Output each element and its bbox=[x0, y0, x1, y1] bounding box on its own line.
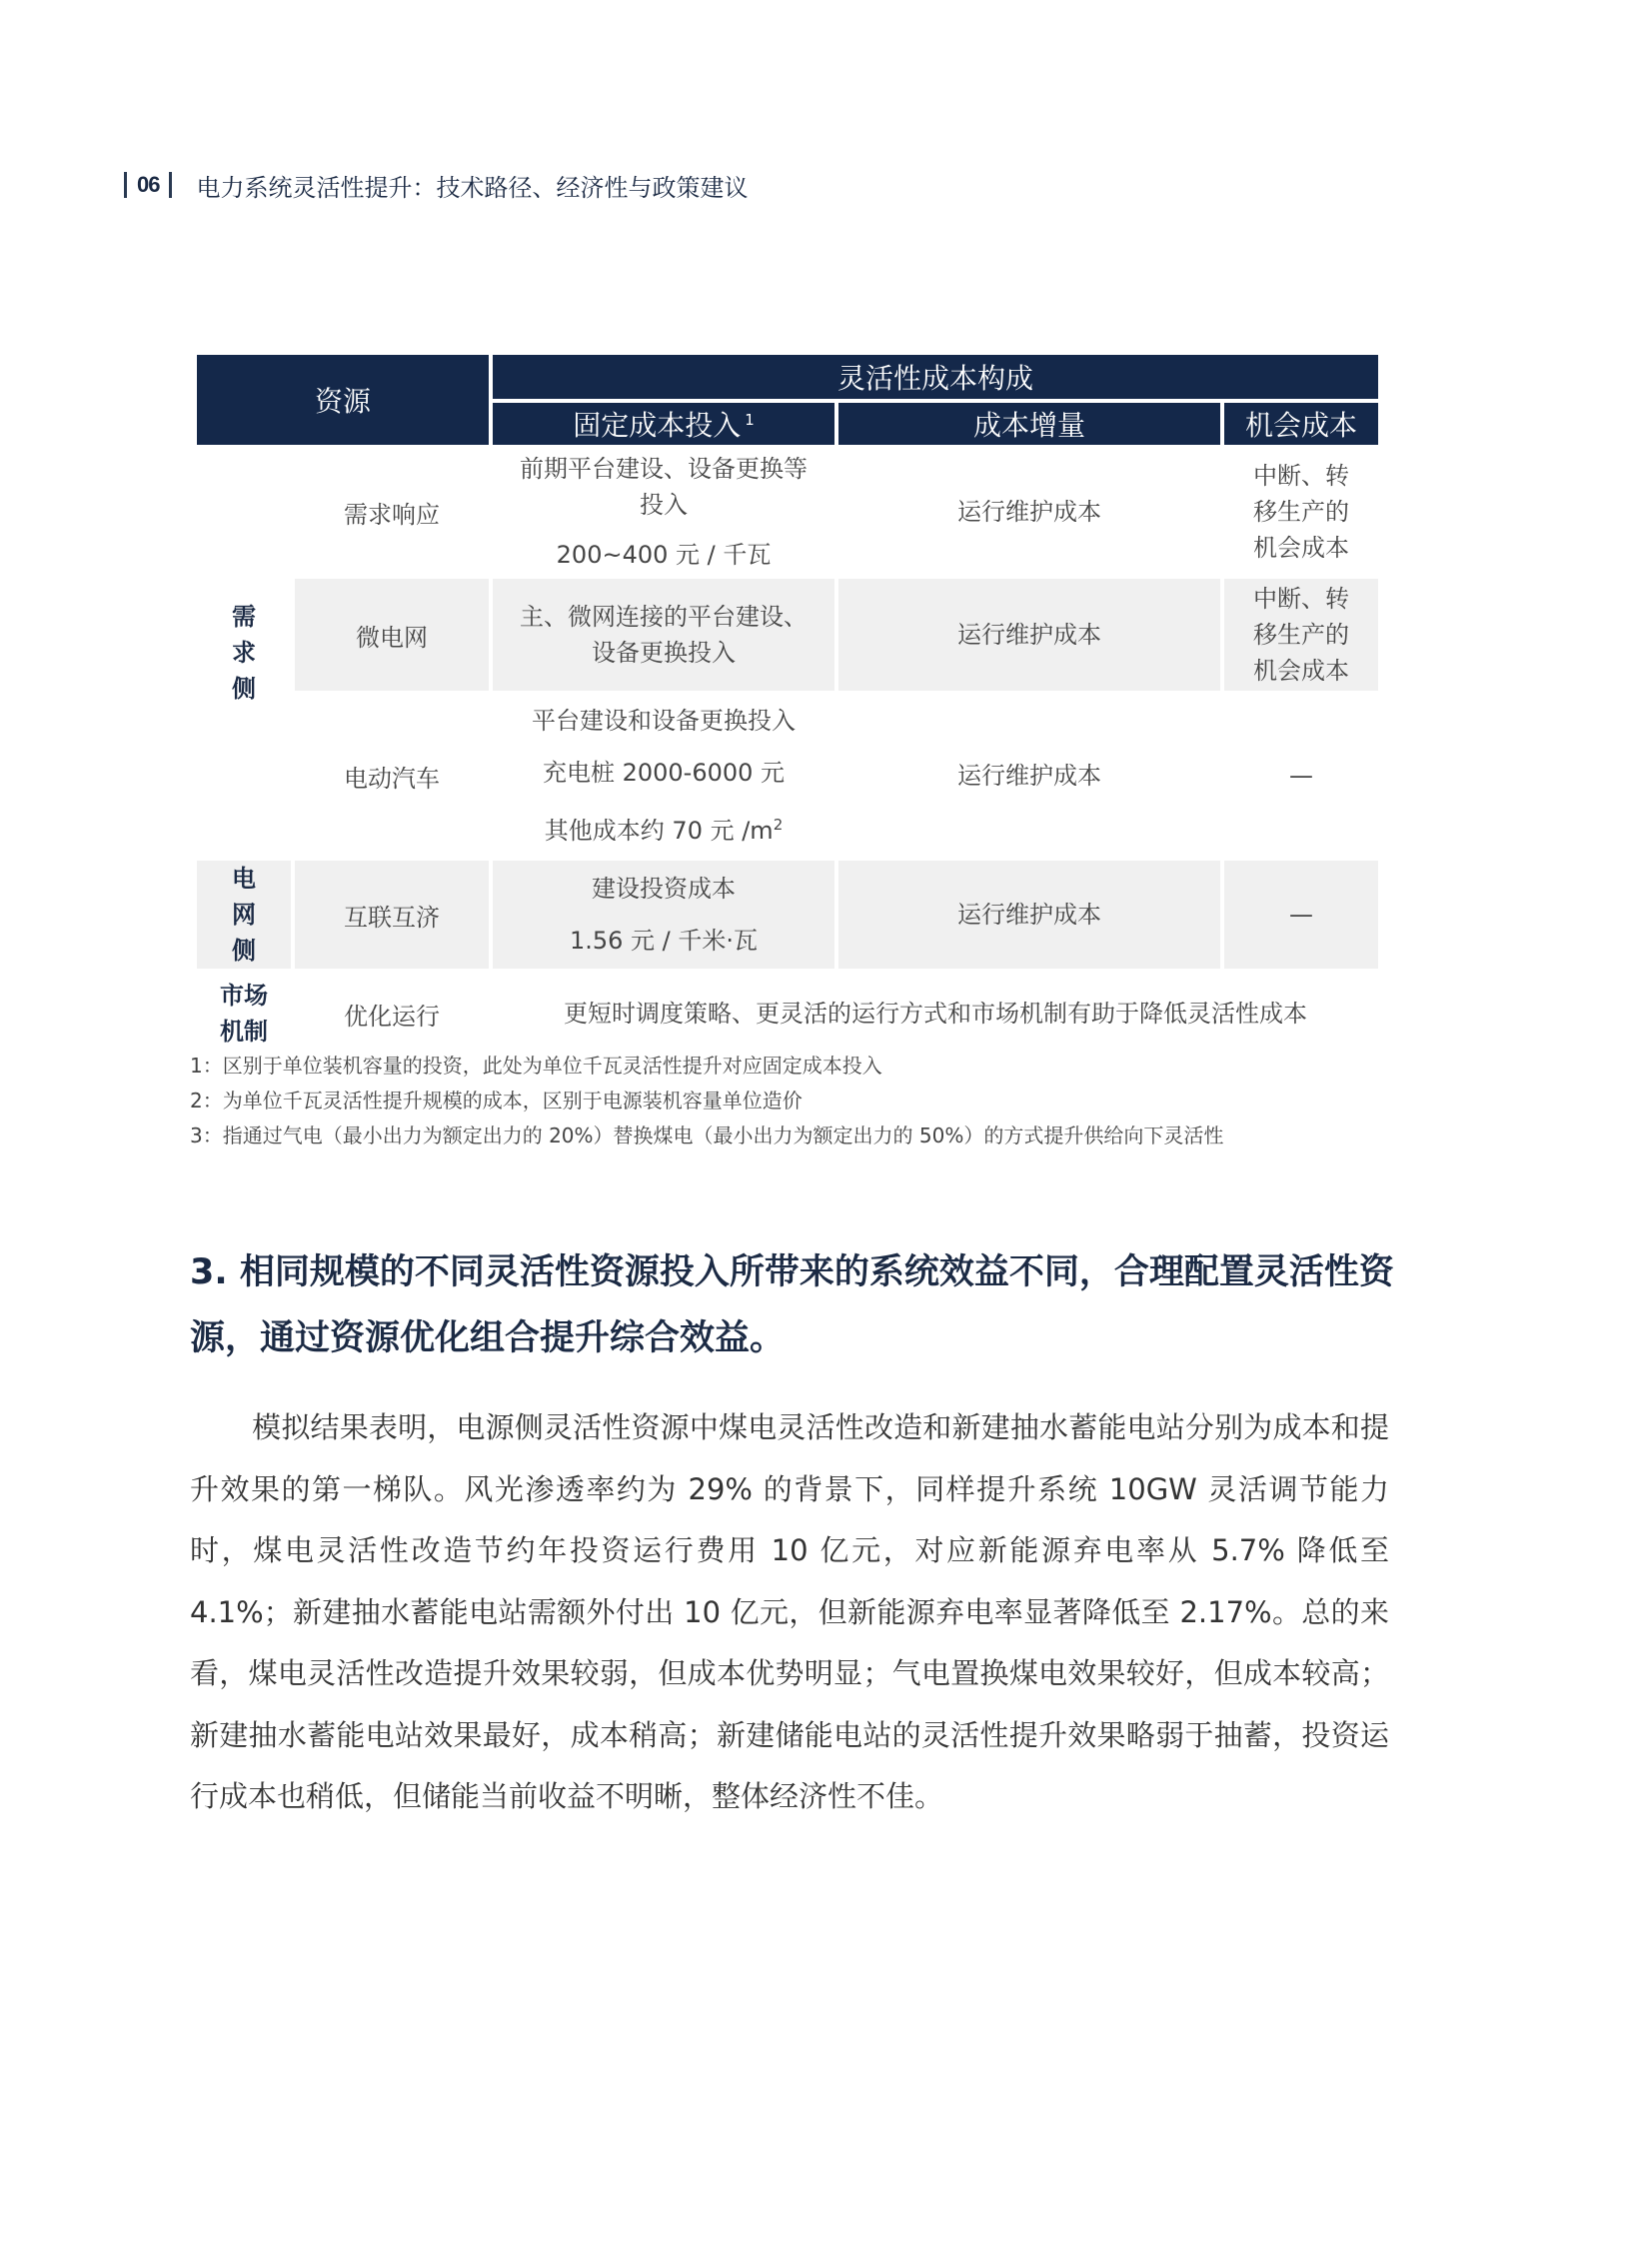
body-paragraph: 模拟结果表明，电源侧灵活性资源中煤电灵活性改造和新建抽水蓄能电站分别为成本和提升效果的第一梯队。风光渗透率约为 29% 的背景下，同样提升系统 10GW 灵活调节能力时，煤电灵活性改造节约年投资运行费用 10 亿元，对应新能源弃电率从 5.7% 降低至 4.1%；新建抽水蓄能电站需额外付出 10 亿元，但新能源弃电率显著降低至 2.17%。总的来看，煤电灵活性改造提升效果较弱，但成本优势明显；气电置换煤电效果较好，但成本较高；新建抽水蓄能电站效果最好，成本稍高；新建储能电站的灵活性提升效果略弱于抽蓄，投资运行成本也稍低，但储能当前收益不明晰，整体经济性不佳。 bbox=[190, 1410, 1389, 1813]
table-row bbox=[197, 861, 1378, 969]
resource-name: 需求响应 bbox=[344, 500, 440, 529]
section-heading: 3. 相同规模的不同灵活性资源投入所带来的系统效益不同，合理配置灵活性资源，通过资源优化组合提升综合效益。 bbox=[190, 1252, 1394, 1358]
opportunity-cost-cell: — bbox=[1289, 762, 1314, 790]
fixed-cost-cell: 建设投资成本 1.56 元 / 千米·瓦 bbox=[493, 861, 834, 969]
table-row bbox=[197, 695, 1378, 857]
header-fixed-cost: 固定成本投入 $^1$ bbox=[493, 403, 834, 445]
page-header bbox=[124, 168, 748, 202]
resource-name: 互联互济 bbox=[295, 861, 489, 969]
page-number: 06 bbox=[137, 172, 160, 197]
resource-name: 优化运行 bbox=[344, 1002, 440, 1031]
fixed-cost-cell: 主、微网连接的平台建设、设备更换投入 bbox=[493, 579, 834, 691]
fixed-cost-cell: 平台建设和设备更换投入 充电桩 2000-6000 元 其他成本约 70 元 $/m^2$ bbox=[532, 707, 797, 845]
incremental-cost-cell: 运行维护成本 bbox=[957, 762, 1102, 790]
header-incremental-cost: 成本增量 bbox=[838, 403, 1220, 445]
group-label-demand: 需求侧 bbox=[232, 603, 256, 703]
header-resource: 资源 bbox=[197, 355, 489, 445]
running-title: 电力系统灵活性提升：技术路径、经济性与政策建议 bbox=[196, 173, 749, 202]
opportunity-cost-cell: 中断、转移生产的机会成本 bbox=[1224, 579, 1378, 691]
fixed-cost-cell: 前期平台建设、设备更换等投入 200~400 元 / 千瓦 bbox=[520, 455, 809, 569]
group-label-grid: 电网侧 bbox=[197, 861, 291, 969]
table-row bbox=[197, 579, 1378, 691]
footnote: 3：指通过气电（最小出力为额定出力的 20%）替换煤电（最小出力为额定出力的 50%）的方式提升供给向下灵活性 bbox=[190, 1123, 1224, 1147]
opportunity-cost-cell: 中断、转移生产的机会成本 bbox=[1253, 462, 1350, 562]
incremental-cost-cell: 运行维护成本 bbox=[838, 579, 1220, 691]
incremental-cost-cell: 运行维护成本 bbox=[838, 861, 1220, 969]
flexibility-cost-table bbox=[193, 351, 1382, 1059]
opportunity-cost-cell: — bbox=[1224, 861, 1378, 969]
table-row bbox=[197, 449, 1378, 575]
optimization-description: 更短时调度策略、更灵活的运行方式和市场机制有助于降低灵活性成本 bbox=[564, 1000, 1308, 1028]
header-divider bbox=[124, 172, 127, 198]
header-opportunity-cost: 机会成本 bbox=[1224, 403, 1378, 445]
resource-name: 微电网 bbox=[295, 579, 489, 691]
incremental-cost-cell: 运行维护成本 bbox=[957, 498, 1102, 526]
header-divider bbox=[169, 172, 172, 198]
table-footnotes bbox=[190, 1049, 1223, 1153]
group-label-market: 市场机制 bbox=[220, 982, 268, 1046]
resource-name: 电动汽车 bbox=[344, 764, 440, 793]
footnote: 2：为单位千瓦灵活性提升规模的成本，区别于电源装机容量单位造价 bbox=[190, 1089, 803, 1113]
header-cost-composition: 灵活性成本构成 bbox=[493, 355, 1378, 399]
footnote: 1：区别于单位装机容量的投资，此处为单位千瓦灵活性提升对应固定成本投入 bbox=[190, 1054, 882, 1078]
table-row bbox=[197, 973, 1378, 1055]
